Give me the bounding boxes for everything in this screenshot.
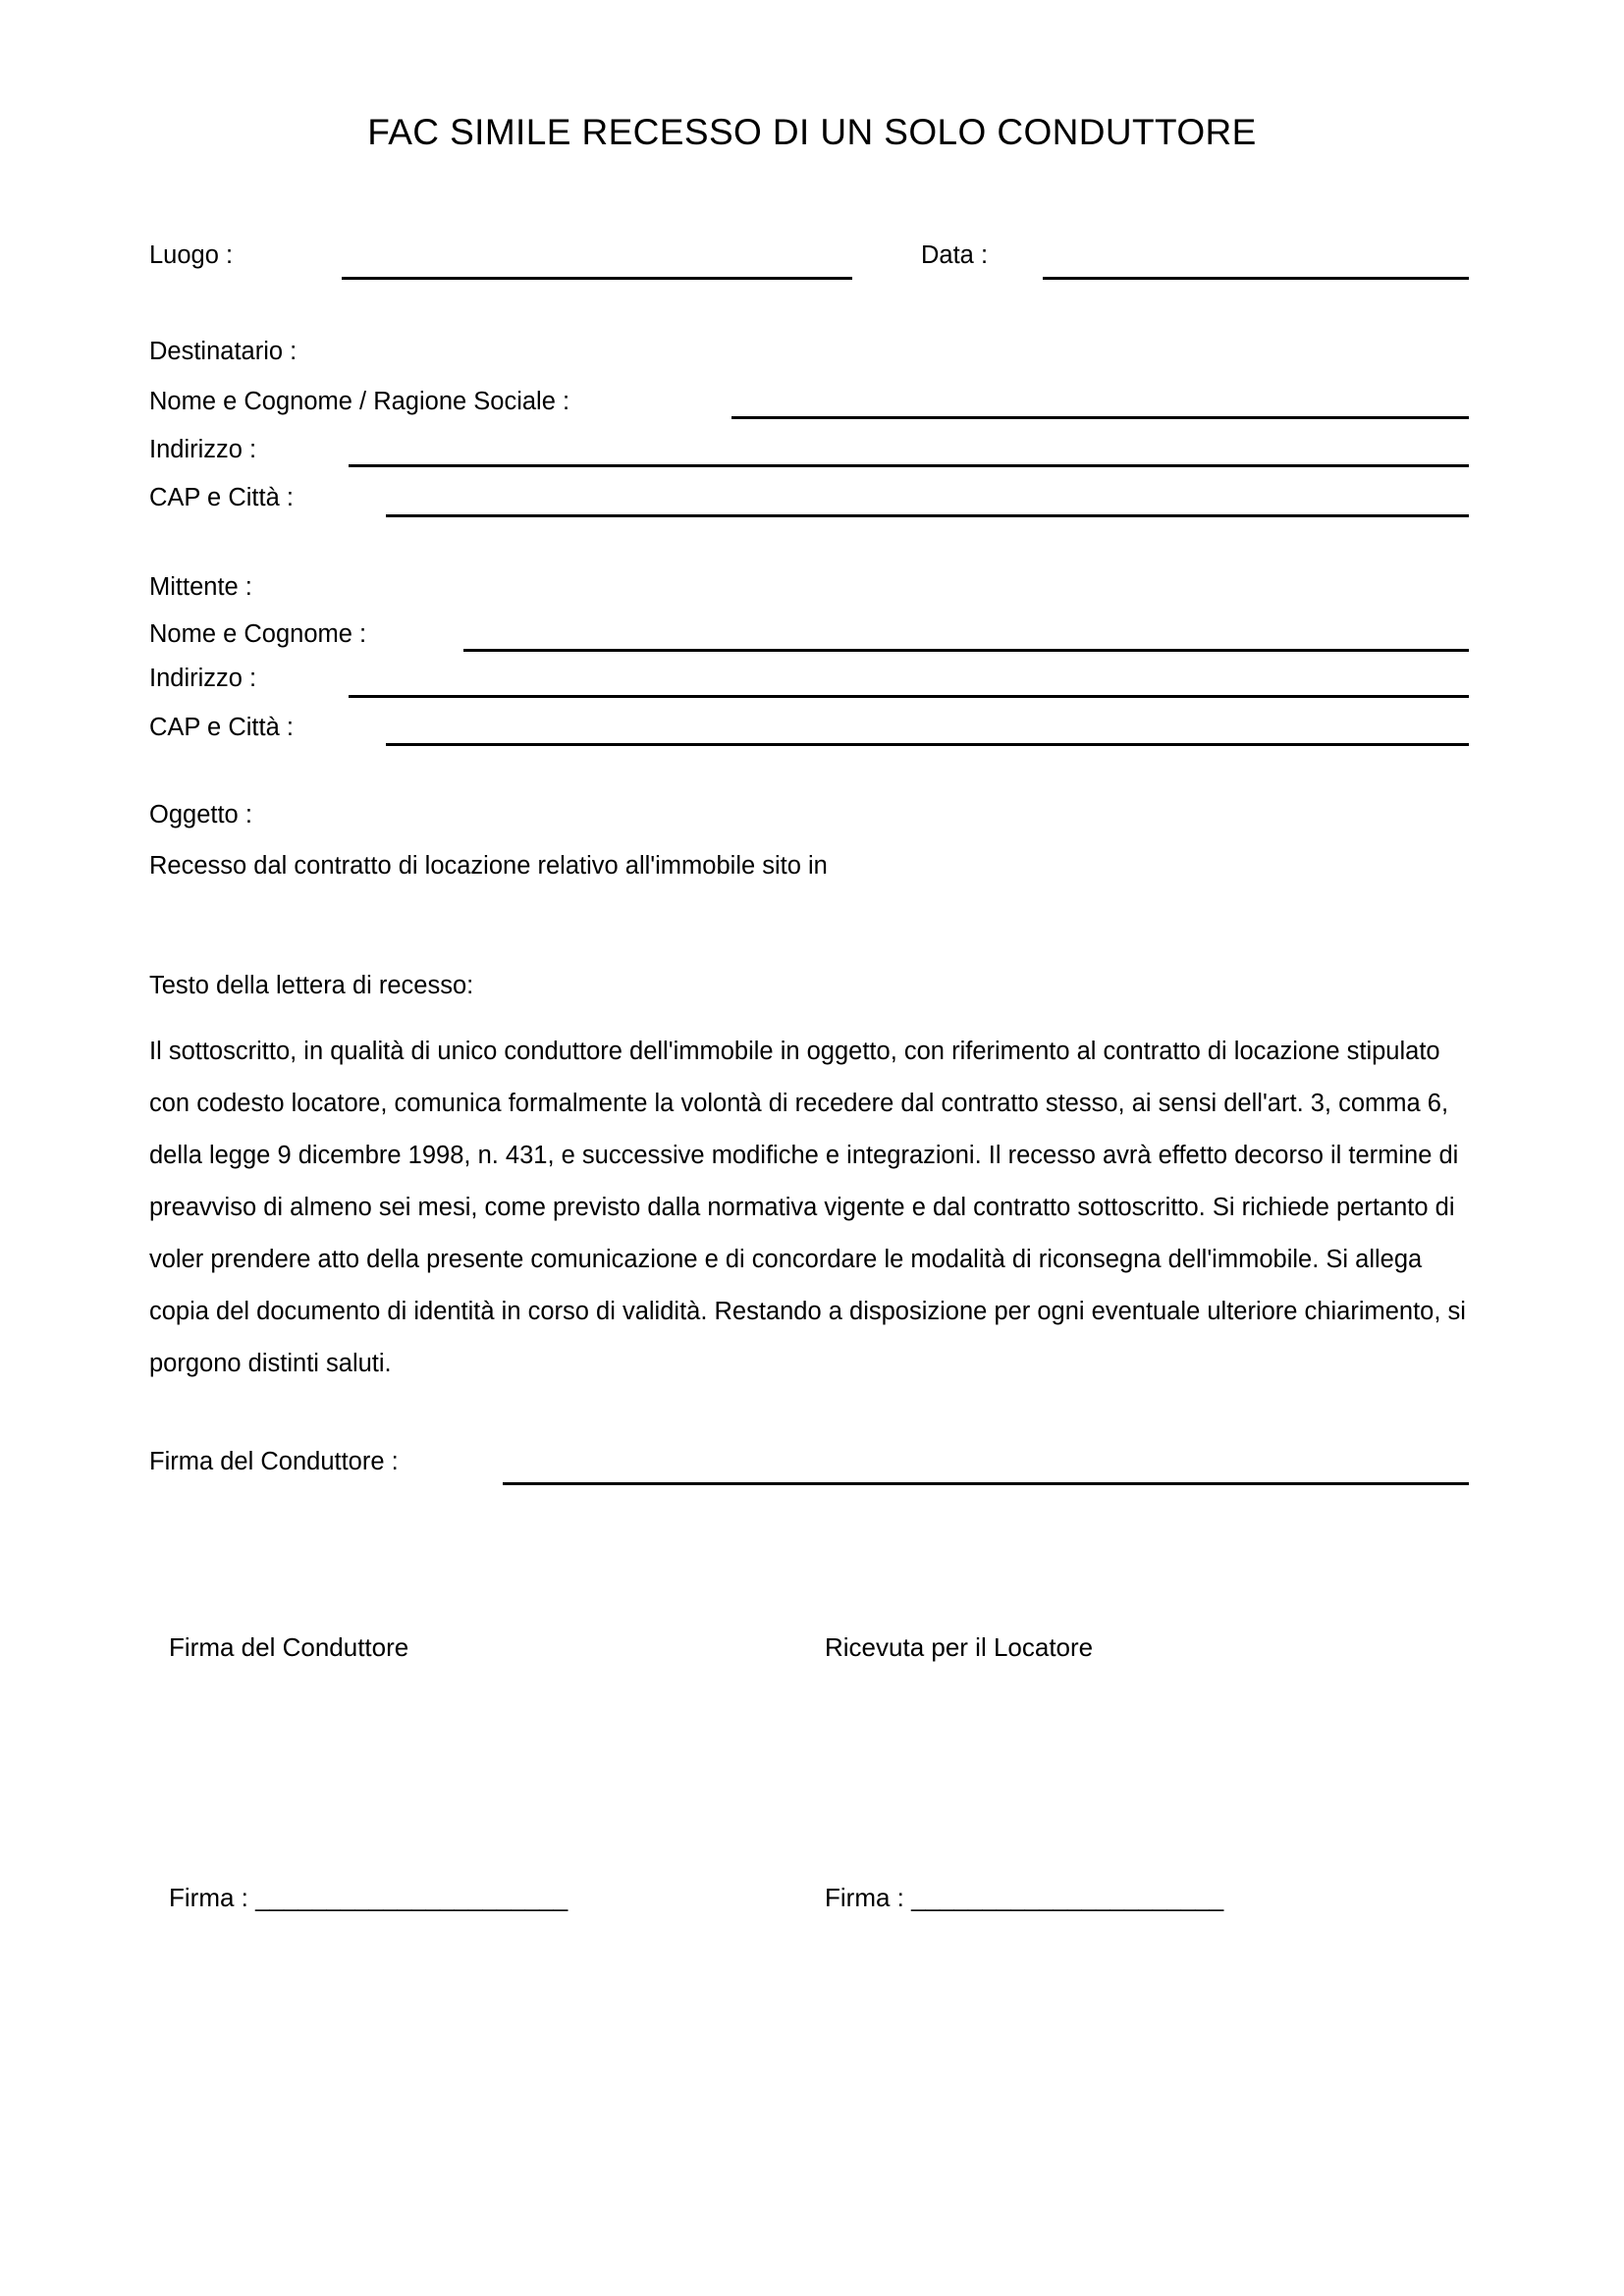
mittente-cap-label: CAP e Città :: [149, 714, 294, 741]
oggetto-text: Recesso dal contratto di locazione relativo all'immobile sito in: [149, 852, 828, 880]
footer-right-firma-line[interactable]: Firma : ______________________: [825, 1883, 1224, 1912]
data-label: Data :: [921, 241, 989, 269]
footer-left-firma-line[interactable]: Firma : ______________________: [169, 1883, 568, 1912]
mittente-section-label: Mittente :: [149, 573, 252, 601]
page-title: FAC SIMILE RECESSO DI UN SOLO CONDUTTORE: [367, 112, 1257, 152]
destinatario-indirizzo-input-line[interactable]: [349, 464, 1469, 467]
mittente-indirizzo-label: Indirizzo :: [149, 665, 257, 692]
destinatario-nome-label: Nome e Cognome / Ragione Sociale :: [149, 388, 570, 415]
destinatario-nome-input-line[interactable]: [731, 416, 1469, 419]
oggetto-section-label: Oggetto :: [149, 801, 252, 828]
destinatario-indirizzo-label: Indirizzo :: [149, 436, 257, 463]
letter-body-text: Il sottoscritto, in qualità di unico conduttore dell'immobile in oggetto, con riferimento al contratto di locazione stipulato con codesto locatore, comunica formalmente la volontà di recedere dal contratto stesso, ai sensi dell'art. 3, comma 6, della legge 9 dicembre 1998, n. 431, e successive modifiche e integrazioni. Il recesso avrà effetto decorso il termine di preavviso di almeno sei mesi, come previsto dalla normativa vigente e dal contratto sottoscritto. Si richiede pertanto di voler prendere atto della presente comunicazione e di concordare le modalità di riconsegna dell'immobile. Si allega copia del documento di identità in corso di validità. Restando a disposizione per ogni eventuale ulteriore chiarimento, si porgono distinti saluti.: [149, 1038, 1466, 1377]
letter-heading: Testo della lettera di recesso:: [149, 972, 474, 999]
mittente-nome-label: Nome e Cognome :: [149, 620, 367, 648]
footer-left-title: Firma del Conduttore: [169, 1632, 409, 1662]
footer-right-title: Ricevuta per il Locatore: [825, 1632, 1094, 1662]
mittente-indirizzo-input-line[interactable]: [349, 695, 1469, 698]
mittente-cap-input-line[interactable]: [386, 743, 1469, 746]
luogo-label: Luogo :: [149, 241, 234, 269]
firma-conduttore-input-line[interactable]: [503, 1482, 1469, 1485]
destinatario-section-label: Destinatario :: [149, 338, 298, 365]
luogo-input-line[interactable]: [342, 277, 852, 280]
data-input-line[interactable]: [1043, 277, 1469, 280]
destinatario-cap-input-line[interactable]: [386, 514, 1469, 517]
destinatario-cap-label: CAP e Città :: [149, 484, 294, 511]
mittente-nome-input-line[interactable]: [463, 649, 1469, 652]
firma-conduttore-label: Firma del Conduttore :: [149, 1448, 399, 1475]
